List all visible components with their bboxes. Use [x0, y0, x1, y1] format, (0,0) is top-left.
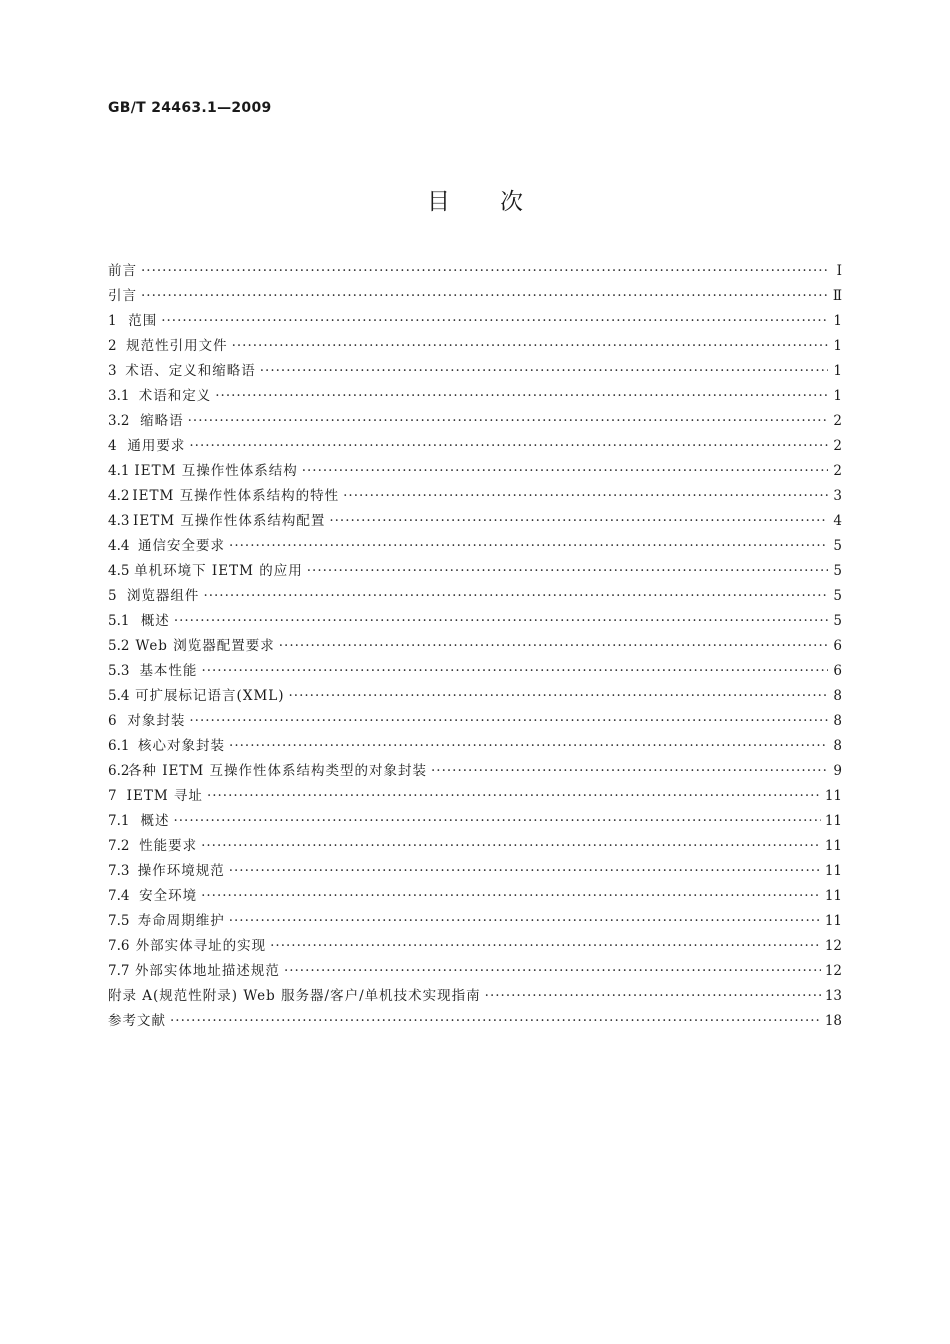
toc-entry-page: 6 [833, 638, 842, 654]
toc-entry-label: 安全环境 [139, 888, 198, 904]
toc-entry-label: 操作环境规范 [137, 863, 225, 879]
toc-entry-page: 8 [833, 688, 842, 704]
toc-leader-dots [229, 534, 828, 559]
toc-entry-page: 13 [824, 988, 842, 1004]
toc-entry-label: 术语和定义 [138, 388, 212, 404]
toc-leader-dots [203, 584, 828, 609]
toc-entry-page: 11 [824, 863, 842, 879]
toc-entry-number: 4.3 [108, 513, 130, 529]
toc-entry-page: 2 [833, 463, 842, 479]
toc-entry-page: 5 [833, 563, 842, 579]
toc-entry-page: 1 [833, 338, 842, 354]
toc-entry-number: 4.4 [108, 538, 130, 554]
toc-leader-dots [170, 1009, 821, 1034]
toc-entry-number: 4.5 [108, 563, 130, 579]
toc-leader-dots [188, 409, 828, 434]
toc-entry-label: 概述 [140, 813, 170, 829]
toc-entry[interactable] [108, 359, 842, 384]
toc-leader-dots [431, 759, 828, 784]
toc-entry-number: 7.1 [108, 813, 130, 829]
toc-entry-page: 9 [833, 763, 842, 779]
toc-entry-number: 7.6 [108, 938, 130, 954]
toc-entry-page: 5 [833, 588, 842, 604]
toc-entry[interactable] [108, 659, 842, 684]
toc-entry-page: 6 [833, 663, 842, 679]
toc-entry-page: 11 [824, 813, 842, 829]
toc-entry-page: 3 [833, 488, 842, 504]
toc-entry-label: IETM 互操作性体系结构 [134, 463, 298, 479]
toc-entry-number: 5.4 [108, 688, 130, 704]
toc-entry-page: 12 [824, 938, 842, 954]
toc-leader-dots [141, 284, 828, 309]
document-code: GB/T 24463.1—2009 [108, 100, 272, 116]
toc-entry-label: 术语、定义和缩略语 [125, 363, 256, 379]
toc-entry-label: 通用要求 [127, 438, 186, 454]
toc-entry-page: 11 [824, 888, 842, 904]
toc-entry[interactable] [108, 609, 842, 634]
toc-entry-page: 5 [833, 613, 842, 629]
toc-entry[interactable] [108, 484, 842, 509]
toc-entry-number: 7.2 [108, 838, 130, 854]
toc-leader-dots [279, 634, 828, 659]
toc-entry-label: 规范性引用文件 [126, 338, 228, 354]
toc-entry-number: 7.3 [108, 863, 130, 879]
toc-entry-page: 12 [824, 963, 842, 979]
toc-entry-label: 外部实体地址描述规范 [134, 963, 280, 979]
toc-entry-page: Ⅰ [836, 263, 842, 279]
toc-entry[interactable] [108, 759, 842, 784]
toc-entry-number: 4.1 [108, 463, 130, 479]
toc-entry-label: Web 浏览器配置要求 [135, 638, 275, 654]
toc-entry-number: 7 [108, 788, 117, 804]
toc-entry-label: 附录 A(规范性附录) Web 服务器/客户/单机技术实现指南 [108, 988, 481, 1004]
toc-entry[interactable] [108, 584, 842, 609]
toc-leader-dots [284, 959, 821, 984]
toc-entry-number: 5.1 [108, 613, 130, 629]
toc-entry[interactable] [108, 809, 842, 834]
table-of-contents [108, 259, 842, 1034]
toc-entry-number: 3 [108, 363, 117, 379]
toc-leader-dots [141, 259, 828, 284]
toc-entry-label: IETM 寻址 [126, 788, 203, 804]
toc-entry[interactable] [108, 984, 842, 1009]
toc-entry-label: 可扩展标记语言(XML) [135, 688, 285, 704]
toc-entry[interactable] [108, 734, 842, 759]
toc-entry-number: 5.2 [108, 638, 130, 654]
toc-entry[interactable] [108, 684, 842, 709]
toc-entry[interactable] [108, 409, 842, 434]
toc-entry-number: 6.2 [108, 763, 130, 779]
toc-leader-dots [289, 684, 829, 709]
toc-leader-dots [260, 359, 828, 384]
toc-entry-number: 5.3 [108, 663, 130, 679]
toc-leader-dots [201, 659, 828, 684]
toc-entry-number: 2 [108, 338, 117, 354]
toc-entry[interactable] [108, 534, 842, 559]
toc-entry-number: 3.1 [108, 388, 130, 404]
toc-entry-page: 1 [833, 388, 842, 404]
toc-leader-dots [207, 784, 821, 809]
toc-entry-label: IETM 互操作性体系结构的特性 [132, 488, 340, 504]
toc-leader-dots [229, 734, 828, 759]
toc-entry-label: 单机环境下 IETM 的应用 [134, 563, 303, 579]
toc-entry-page: 8 [833, 713, 842, 729]
toc-entry-label: 通信安全要求 [138, 538, 226, 554]
toc-entry[interactable] [108, 559, 842, 584]
toc-title: 目次 [427, 189, 573, 215]
toc-entry-number: 7.5 [108, 913, 130, 929]
toc-entry-label: 外部实体寻址的实现 [135, 938, 267, 954]
toc-entry-page: 2 [833, 413, 842, 429]
toc-entry[interactable] [108, 709, 842, 734]
toc-leader-dots [270, 934, 821, 959]
toc-entry-number: 5 [108, 588, 117, 604]
toc-leader-dots [302, 459, 828, 484]
toc-leader-dots [173, 809, 820, 834]
toc-entry[interactable] [108, 509, 842, 534]
toc-entry-page: 11 [824, 913, 842, 929]
toc-entry-number: 7.4 [108, 888, 130, 904]
toc-entry[interactable] [108, 784, 842, 809]
toc-leader-dots [229, 909, 821, 934]
toc-entry-number: 6.1 [108, 738, 130, 754]
toc-entry[interactable] [108, 859, 842, 884]
toc-entry-label: 范围 [128, 313, 158, 329]
toc-entry[interactable] [108, 884, 842, 909]
toc-entry-label: 前言 [108, 263, 137, 279]
toc-leader-dots [343, 484, 828, 509]
toc-entry[interactable] [108, 334, 842, 359]
toc-entry[interactable] [108, 959, 842, 984]
toc-entry-label: 概述 [140, 613, 170, 629]
toc-entry-page: Ⅱ [832, 288, 842, 304]
toc-leader-dots [329, 509, 828, 534]
toc-entry-label: 对象封装 [127, 713, 186, 729]
toc-leader-dots [189, 434, 828, 459]
toc-leader-dots [201, 884, 821, 909]
toc-leader-dots [232, 334, 828, 359]
toc-entry-page: 8 [833, 738, 842, 754]
toc-entry-number: 4 [108, 438, 117, 454]
toc-entry-label: 参考文献 [108, 1013, 166, 1029]
toc-entry-label: 缩略语 [140, 413, 184, 429]
toc-entry-page: 1 [833, 363, 842, 379]
toc-entry[interactable] [108, 834, 842, 859]
toc-entry[interactable] [108, 309, 842, 334]
toc-entry-label: 浏览器组件 [126, 588, 200, 604]
toc-entry-label: IETM 互操作性体系结构配置 [133, 513, 326, 529]
toc-entry-number: 6 [108, 713, 117, 729]
toc-leader-dots [174, 609, 828, 634]
toc-entry[interactable] [108, 909, 842, 934]
toc-entry-number: 7.7 [108, 963, 130, 979]
toc-entry-label: 基本性能 [139, 663, 198, 679]
toc-entry-number: 1 [108, 313, 117, 329]
toc-entry[interactable] [108, 384, 842, 409]
toc-leader-dots [307, 559, 828, 584]
toc-entry-label: 核心对象封装 [138, 738, 226, 754]
toc-entry[interactable] [108, 634, 842, 659]
toc-leader-dots [215, 384, 828, 409]
toc-entry-page: 4 [833, 513, 842, 529]
toc-leader-dots [201, 834, 821, 859]
toc-entry-label: 性能要求 [139, 838, 198, 854]
toc-entry-number: 3.2 [108, 413, 130, 429]
toc-entry-page: 5 [833, 538, 842, 554]
toc-entry-page: 2 [833, 438, 842, 454]
toc-entry[interactable] [108, 434, 842, 459]
toc-entry-label: 各种 IETM 互操作性体系结构类型的对象封装 [127, 763, 428, 779]
toc-entry[interactable] [108, 934, 842, 959]
toc-entry-page: 1 [833, 313, 842, 329]
toc-leader-dots [161, 309, 828, 334]
toc-entry[interactable] [108, 284, 842, 309]
toc-entry[interactable] [108, 459, 842, 484]
toc-entry-label: 引言 [108, 288, 137, 304]
toc-entry[interactable] [108, 259, 842, 284]
toc-entry-number: 4.2 [108, 488, 130, 504]
toc-leader-dots [229, 859, 821, 884]
toc-entry-page: 11 [824, 838, 842, 854]
toc-leader-dots [485, 984, 821, 1009]
toc-entry-label: 寿命周期维护 [137, 913, 225, 929]
toc-entry[interactable] [108, 1009, 842, 1034]
toc-entry-page: 11 [824, 788, 842, 804]
toc-entry-page: 18 [824, 1013, 842, 1029]
toc-leader-dots [189, 709, 828, 734]
